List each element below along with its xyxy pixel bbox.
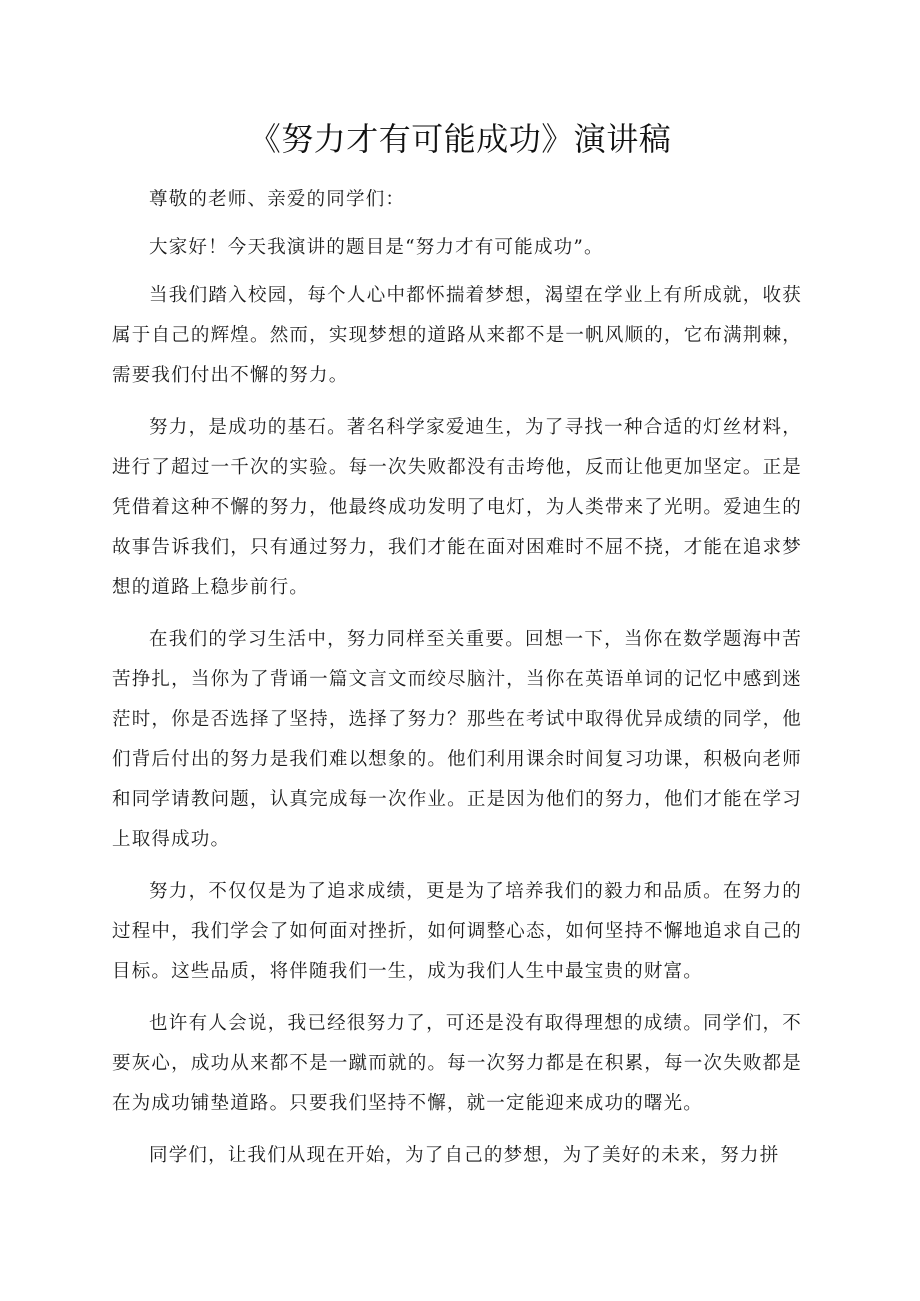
paragraph-salutation: 尊敬的老师、亲爱的同学们：	[149, 189, 406, 210]
paragraph-dreams: 当我们踏入校园，每个人心中都怀揣着梦想，渴望在学业上有所成就，收获属于自己的辉煌。然而，实现梦想的道路从来都不是一帆风顺的，它布满荆棘，需要我们付出不懈的努力。	[112, 285, 802, 386]
document-title: 《努力才有可能成功》演讲稿	[248, 120, 672, 158]
paragraph-opening: 大家好！今天我演讲的题目是“努力才有可能成功”。	[149, 237, 604, 258]
paragraph-edison: 努力，是成功的基石。著名科学家爱迪生，为了寻找一种合适的灯丝材料，进行了超过一千次的实验。每一次失败都没有击垮他，反而让他更加坚定。正是凭借着这种不懈的努力，他最终成功发明了电灯，为人类带来了光明。爱迪生的故事告诉我们，只有通过努力，我们才能在面对困难时不屈不挠，才能在追求梦想的道路上稳步前行。	[112, 417, 802, 598]
document-body	[112, 180, 802, 1188]
paragraph-character: 努力，不仅仅是为了追求成绩，更是为了培养我们的毅力和品质。在努力的过程中，我们学会了如何面对挫折，如何调整心态，如何坚持不懈地追求自己的目标。这些品质，将伴随我们一生，成为我们人生中最宝贵的财富。	[112, 881, 802, 982]
paragraph-call-to-action: 同学们，让我们从现在开始，为了自己的梦想，为了美好的未来，努力拼	[149, 1145, 780, 1166]
paragraph-study-life: 在我们的学习生活中，努力同样至关重要。回想一下，当你在数学题海中苦苦挣扎，当你为了背诵一篇文言文而绞尽脑汁，当你在英语单词的记忆中感到迷茫时，你是否选择了坚持，选择了努力？那些在考试中取得优异成绩的同学，他们背后付出的努力是我们难以想象的。他们利用课余时间复习功课，积极向老师和同学请教问题，认真完成每一次作业。正是因为他们的努力，他们才能在学习上取得成功。	[112, 629, 802, 850]
paragraph-encouragement: 也许有人会说，我已经很努力了，可还是没有取得理想的成绩。同学们，不要灰心，成功从来都不是一蹴而就的。每一次努力都是在积累，每一次失败都是在为成功铺垫道路。只要我们坚持不懈，就一定能迎来成功的曙光。	[112, 1013, 802, 1114]
